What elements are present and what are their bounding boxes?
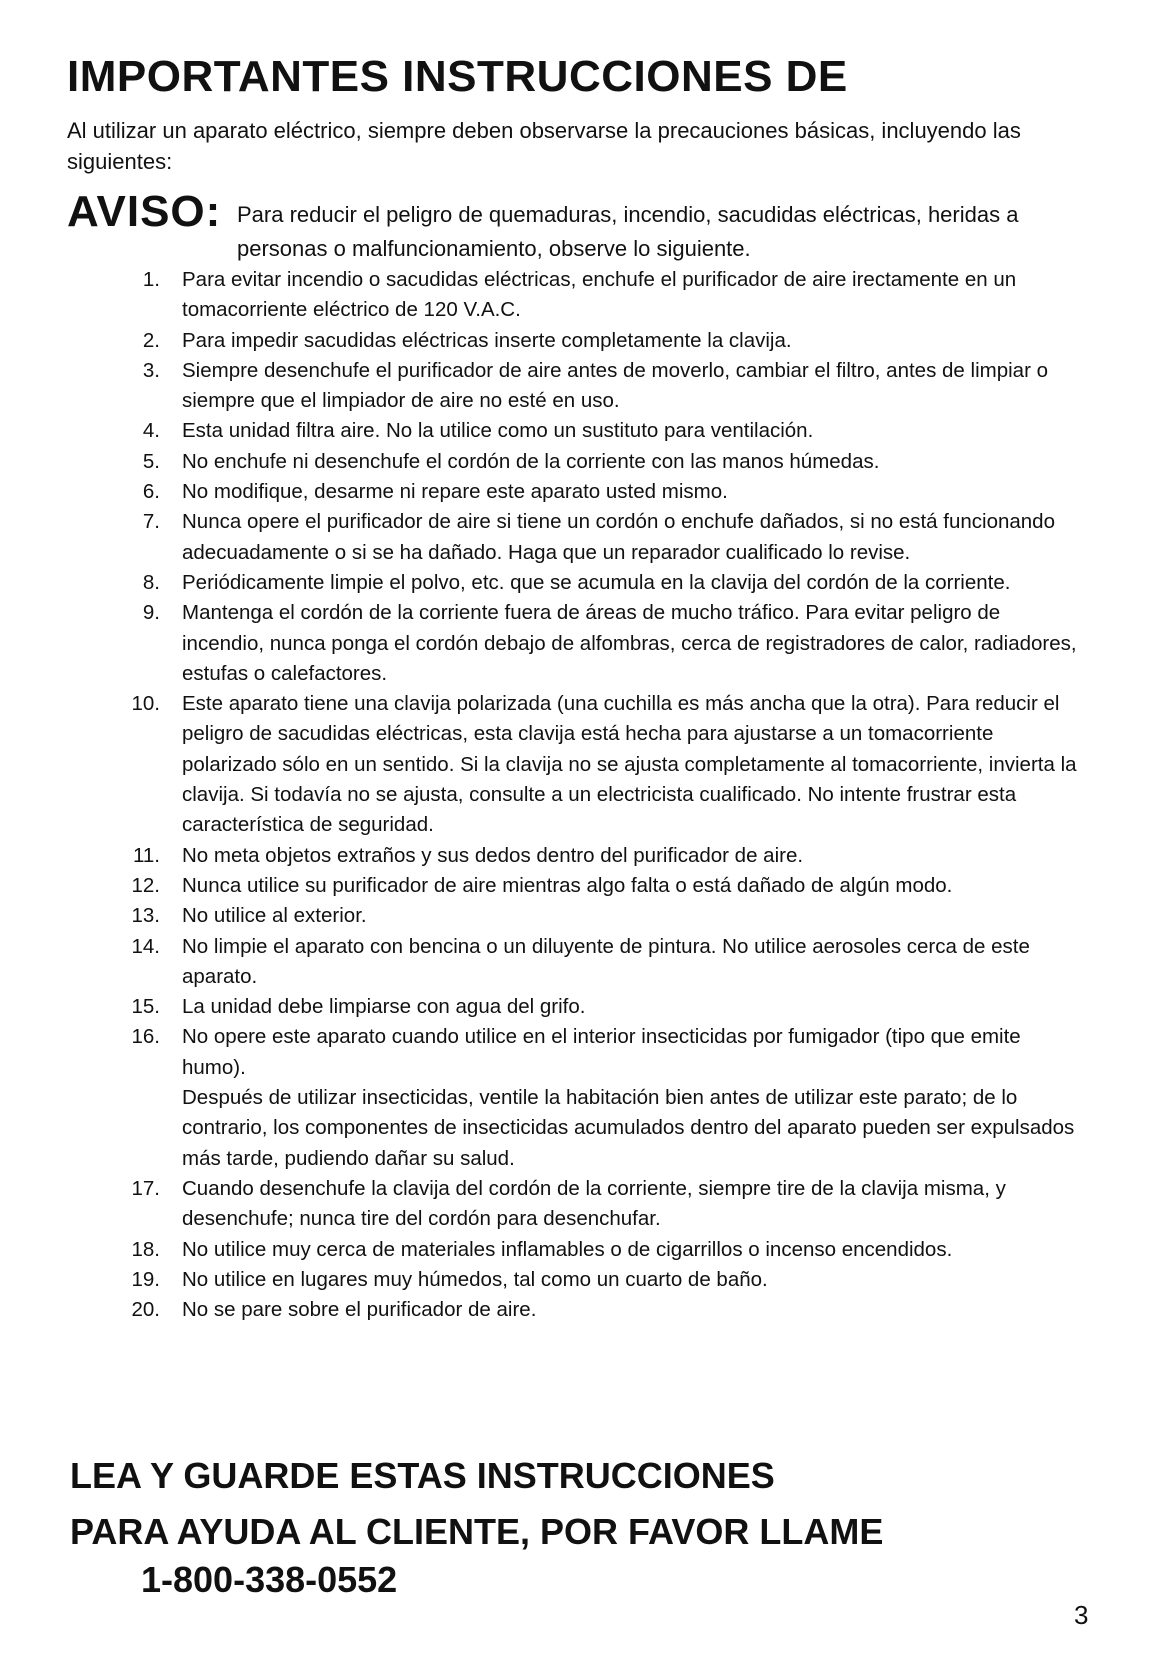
rule-item	[120, 1265, 1080, 1295]
rule-number: 13.	[131, 904, 160, 928]
rule-text: Esta unidad filtra aire. No la utilice como un sustituto para ventilación.	[182, 419, 814, 443]
rule-number: 3.	[142, 358, 160, 382]
rule-number: 12.	[131, 873, 160, 897]
rule-text: No modifique, desarme ni repare este aparato usted mismo.	[182, 480, 728, 504]
rule-number: 2.	[142, 328, 160, 352]
rule-item	[120, 265, 1080, 326]
rule-body	[182, 447, 1080, 477]
rule-item	[120, 416, 1080, 446]
rule-text: No utilice en lugares muy húmedos, tal como un cuarto de baño.	[182, 1267, 768, 1291]
rule-extra-text: Después de utilizar insecticidas, ventile la habitación bien antes de utilizar este parato; de lo contrario, los componentes de insecticidas acumulados dentro del aparato pueden ser expulsados más tarde, pudiendo dañar su salud.	[182, 1086, 1075, 1170]
rule-text: La unidad debe limpiarse con agua del grifo.	[182, 995, 586, 1019]
rule-text: Para evitar incendio o sacudidas eléctricas, enchufe el purificador de aire irectamente en un tomacorriente eléctrico de 120 V.A.C.	[182, 268, 1017, 322]
customer-phone-number: 1-800-338-0552	[141, 1559, 398, 1600]
rule-item	[120, 1235, 1080, 1265]
rule-text: Siempre desenchufe el purificador de aire antes de moverlo, cambiar el filtro, antes de limpiar o siempre que el limpiador de aire no esté en uso.	[182, 358, 1048, 413]
rule-text: Periódicamente limpie el polvo, etc. que se acumula en la clavija del cordón de la corriente.	[182, 570, 1011, 594]
rule-body	[182, 326, 1080, 356]
rule-item	[120, 1174, 1080, 1235]
page-title: IMPORTANTES INSTRUCCIONES DE	[67, 52, 848, 101]
rule-number: 20.	[131, 1298, 160, 1322]
footer-instructions-heading: LEA Y GUARDE ESTAS INSTRUCCIONES	[70, 1455, 775, 1496]
rule-number: 10.	[131, 692, 160, 716]
rule-body	[182, 265, 1080, 326]
rule-body	[182, 356, 1080, 417]
rule-text: Este aparato tiene una clavija polarizada (una cuchilla es más ancha que la otra). Para reducir el peligro de sacudidas eléctricas, esta clavija está hecha para ajustarse a un tomacorriente polarizado sólo en un sentido. Si la clavija no se ajusta completamente al tomacorriente, invierta la clavija. Si todavía no se ajusta, consulte a un electricista cualificado. No intente frustrar esta característica de seguridad.	[182, 692, 1077, 837]
rule-body	[182, 568, 1080, 598]
rule-body	[182, 1022, 1080, 1173]
rule-text: No meta objetos extraños y sus dedos dentro del purificador de aire.	[182, 843, 804, 867]
rule-body	[182, 416, 1080, 446]
rule-body	[182, 1265, 1080, 1295]
rule-number: 5.	[142, 449, 160, 473]
safety-rules-list	[120, 265, 1080, 1325]
rule-text: No limpie el aparato con bencina o un diluyente de pintura. No utilice aerosoles cerca de este aparato.	[182, 934, 1030, 988]
rule-number: 19.	[131, 1267, 160, 1291]
rule-number: 17.	[131, 1176, 160, 1200]
rule-item	[120, 689, 1080, 840]
rule-number: 18.	[131, 1237, 160, 1261]
rule-text: Para impedir sacudidas eléctricas inserte completamente la clavija.	[182, 328, 792, 352]
footer-customer-help-heading: PARA AYUDA AL CLIENTE, POR FAVOR LLAME	[70, 1511, 884, 1552]
rule-body	[182, 992, 1080, 1022]
rule-text: Cuando desenchufe la clavija del cordón de la corriente, siempre tire de la clavija misma, y desenchufe; nunca tire del cordón para desenchufar.	[182, 1176, 1006, 1231]
rule-item	[120, 568, 1080, 598]
rule-item	[120, 477, 1080, 507]
rule-body	[182, 901, 1080, 931]
rule-number: 9.	[142, 601, 160, 625]
rule-text: Mantenga el cordón de la corriente fuera de áreas de mucho tráfico. Para evitar peligro de incendio, nunca ponga el cordón debajo de alfombras, cerca de registradores de calor, radiadores, estufas o calefactores.	[182, 601, 1077, 685]
rule-body	[182, 689, 1080, 840]
rule-body	[182, 1174, 1080, 1235]
rule-text: No utilice muy cerca de materiales inflamables o de cigarrillos o incenso encendidos.	[182, 1237, 953, 1261]
page-number: 3	[1074, 1600, 1089, 1630]
rule-text: No opere este aparato cuando utilice en el interior insecticidas por fumigador (tipo que emite humo).	[182, 1025, 1021, 1079]
rule-item	[120, 841, 1080, 871]
warning-label: AVISO:	[67, 187, 222, 236]
warning-text: Para reducir el peligro de quemaduras, incendio, sacudidas eléctricas, heridas a personas o malfuncionamiento, observe lo siguiente.	[237, 202, 1019, 261]
rule-body	[182, 841, 1080, 871]
rule-item	[120, 992, 1080, 1022]
rule-number: 16.	[131, 1025, 160, 1049]
rule-body	[182, 598, 1080, 689]
rule-number: 1.	[142, 268, 160, 291]
rule-number: 4.	[142, 419, 160, 443]
rule-body	[182, 871, 1080, 901]
rule-item	[120, 932, 1080, 993]
rule-text: Nunca opere el purificador de aire si tiene un cordón o enchufe dañados, si no está funcionando adecuadamente o si se ha dañado. Haga que un reparador cualificado lo revise.	[182, 510, 1055, 564]
rule-item	[120, 1295, 1080, 1325]
rule-item	[120, 356, 1080, 417]
rule-number: 8.	[142, 570, 160, 594]
rule-text: No utilice al exterior.	[182, 904, 367, 928]
rule-item	[120, 871, 1080, 901]
rule-item	[120, 507, 1080, 568]
rule-body	[182, 932, 1080, 993]
rule-item	[120, 1022, 1080, 1173]
rule-body	[182, 477, 1080, 507]
rule-text: Nunca utilice su purificador de aire mientras algo falta o está dañado de algún modo.	[182, 873, 953, 897]
footer-block	[70, 1448, 883, 1560]
rule-text: No se pare sobre el purificador de aire.	[182, 1298, 537, 1322]
rule-number: 14.	[131, 934, 160, 958]
rule-item	[120, 901, 1080, 931]
rule-number: 15.	[131, 995, 160, 1019]
rule-number: 11.	[133, 843, 160, 867]
rule-body	[182, 1295, 1080, 1325]
rule-item	[120, 326, 1080, 356]
rule-item	[120, 447, 1080, 477]
rule-number: 7.	[142, 510, 160, 534]
rule-body	[182, 507, 1080, 568]
rule-number: 6.	[142, 480, 160, 504]
intro-paragraph: Al utilizar un aparato eléctrico, siempre deben observarse la precauciones básicas, incluyendo las siguientes:	[67, 118, 1021, 174]
rule-text: No enchufe ni desenchufe el cordón de la corriente con las manos húmedas.	[182, 449, 880, 473]
rule-item	[120, 598, 1080, 689]
rule-body	[182, 1235, 1080, 1265]
